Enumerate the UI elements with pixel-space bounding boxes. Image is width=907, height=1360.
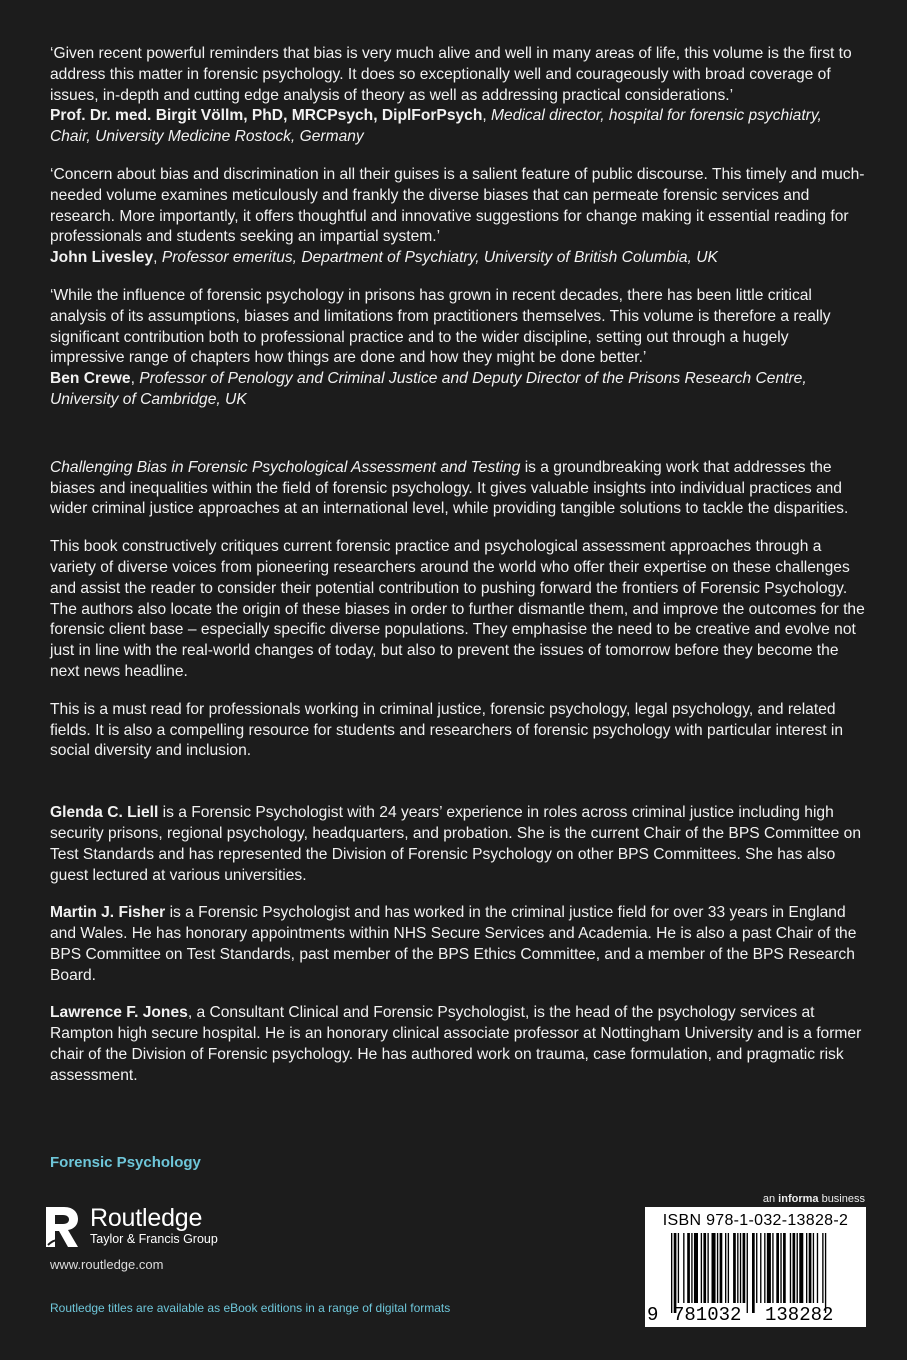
endorser-name: Ben Crewe bbox=[50, 370, 131, 388]
barcode-bar bbox=[756, 1233, 757, 1303]
barcode-digits-right: 138282 bbox=[765, 1304, 834, 1326]
barcode-bar bbox=[809, 1233, 812, 1303]
barcode-bar bbox=[733, 1233, 736, 1303]
isbn-label: ISBN 978-1-032-13828-2 bbox=[662, 1212, 849, 1229]
publisher-group: Taylor & Francis Group bbox=[90, 1232, 218, 1246]
subject-category: Forensic Psychology bbox=[50, 1154, 201, 1171]
endorsement-quote: ‘Concern about bias and discrimination in all their guises is a salient feature of public discourse. This timely and much-needed volume examines meticulously and frankly the diverse biases that can permeate forensic services and research. More importantly, it offers thoughtful and innovative suggestions for change making it essential reading for professionals and students seeking an impartial system.’ bbox=[50, 165, 865, 246]
barcode-bar bbox=[725, 1233, 726, 1303]
barcode-bar bbox=[817, 1233, 818, 1303]
barcode-bar bbox=[767, 1233, 771, 1303]
author-bio-liell: Glenda C. Liell is a Forensic Psychologist with 24 years’ experience in roles across criminal justice including high security prisons, regional psychology, headquarters, and probation. She is the current Chair of the BPS Committee on Test Standards and has represented the Division of Forensic Psychology on other BPS Committees. She has also guest lectured at various universities. bbox=[50, 804, 862, 884]
endorsement-quote: ‘While the influence of forensic psychology in prisons has grown in recent decades, there has been little critical analysis of its assumptions, biases and limitations from practitioners themselves. This volume is therefore a really significant contribution both to professional practice and to the wider discipline, setting out through a hugely impressive range of chapters how things are done and how they might be done better.’ bbox=[50, 286, 831, 367]
endorser-affiliation: Medical director, hospital for forensic psychiatry, Chair, University Medicine Rostock, Germany bbox=[50, 107, 822, 146]
barcode-bar bbox=[720, 1233, 723, 1303]
isbn-barcode bbox=[645, 1207, 866, 1327]
barcode-bar bbox=[760, 1233, 761, 1303]
barcode-bar bbox=[776, 1233, 779, 1303]
description-paragraph-3: This is a must read for professionals working in criminal justice, forensic psychology, legal psychology, and related fields. It is also a compelling resource for students and researchers of forensic psychology with particular interest in social diversity and inclusion. bbox=[50, 700, 844, 760]
barcode-bar bbox=[747, 1233, 748, 1313]
endorser-affiliation: Professor emeritus, Department of Psychiatry, University of British Columbia, UK bbox=[161, 249, 718, 267]
publisher-name: Routledge bbox=[90, 1204, 203, 1232]
endorser-name: Prof. Dr. med. Birgit Völlm, PhD, MRCPsych, DiplForPsych bbox=[50, 107, 483, 125]
barcode-bar bbox=[772, 1233, 773, 1303]
author-bio-fisher: Martin J. Fisher is a Forensic Psychologist and has worked in the criminal justice field for over 33 years in England and Wales. He has honorary appointments within NHS Secure Services and Academia. He is also a past Chair of the BPS Committee on Test Standards, past member of the BPS Ethics Committee, and a member of the BPS Research Board. bbox=[50, 904, 857, 984]
barcode-bar bbox=[780, 1233, 781, 1303]
barcode-bar bbox=[683, 1233, 684, 1303]
endorsement-quote: ‘Given recent powerful reminders that bias is very much alive and well in many areas of life, this volume is the first to address this matter in forensic psychology. It does so exceptionally well and courageously with broad coverage of issues, in-depth and cutting edge analysis of theory as well as addressing practical considerations.’ bbox=[50, 45, 852, 104]
barcode-bar bbox=[671, 1233, 672, 1313]
barcode-bar bbox=[707, 1233, 708, 1303]
endorsement-attribution: John Livesley, Professor emeritus, Department of Psychiatry, University of British Columbia, UK bbox=[50, 249, 718, 267]
publisher-website: www.routledge.com bbox=[50, 1257, 164, 1272]
author-name: Glenda C. Liell bbox=[50, 804, 159, 822]
barcode-bar bbox=[793, 1233, 796, 1303]
barcode-bar bbox=[678, 1233, 679, 1303]
barcode-digits-left: 781032 bbox=[673, 1304, 742, 1326]
endorsement-3 bbox=[50, 286, 865, 411]
endorsement-2 bbox=[50, 165, 865, 269]
barcode-bar bbox=[743, 1233, 746, 1303]
author-bio-jones: Lawrence F. Jones, a Consultant Clinical and Forensic Psychologist, is the head of the psychology services at Rampton high secure hospital. He is an honorary clinical associate professor at Nottingham University and is a former chair of the Division of Forensic psychology. He has authored work on trauma, case formulation, and pragmatic risk assessment. bbox=[50, 1004, 862, 1084]
endorser-affiliation: Professor of Penology and Criminal Justice and Deputy Director of the Prisons Research Centre, University of Cambridge, UK bbox=[50, 370, 807, 408]
barcode-bar bbox=[764, 1233, 765, 1303]
book-title: Challenging Bias in Forensic Psychological Assessment and Testing bbox=[50, 458, 521, 476]
barcode-bar bbox=[703, 1233, 706, 1303]
barcode-bar bbox=[822, 1233, 823, 1303]
barcode-bar bbox=[799, 1233, 803, 1303]
informa-business: an informa business bbox=[762, 1193, 865, 1205]
barcode-bar bbox=[712, 1233, 716, 1303]
endorsement-1 bbox=[50, 44, 865, 148]
barcode-bar bbox=[691, 1233, 692, 1303]
barcode-bar bbox=[728, 1233, 729, 1303]
barcode-bar bbox=[737, 1233, 738, 1303]
barcode-bar bbox=[752, 1233, 755, 1313]
barcode-bar bbox=[797, 1233, 798, 1303]
barcode-bar bbox=[701, 1233, 702, 1303]
barcode-bar bbox=[694, 1233, 698, 1303]
ebook-note: Routledge titles are available as eBook editions in a range of digital formats bbox=[50, 1301, 451, 1315]
author-name: Lawrence F. Jones bbox=[50, 1004, 188, 1022]
barcode-digit-first: 9 bbox=[647, 1304, 659, 1326]
barcode-bar bbox=[790, 1233, 791, 1303]
barcode-bar bbox=[687, 1233, 690, 1303]
endorsement-attribution: Prof. Dr. med. Birgit Völlm, PhD, MRCPsych, DiplForPsych, Medical director, hospital for forensic psychiatry, Chair, University Medicine Rostock, Germany bbox=[50, 107, 822, 146]
barcode-bar bbox=[813, 1233, 814, 1303]
barcode-bar bbox=[825, 1233, 826, 1313]
routledge-logo bbox=[42, 1205, 218, 1249]
routledge-r-icon bbox=[42, 1205, 82, 1249]
description-paragraph-2: This book constructively critiques current forensic practice and psychological assessment approaches through a variety of diverse voices from pioneering researchers around the world who offer their expertise on these challenges and assist the reader to consider their potential contribution to pushing forward the frontiers of Forensic Psychology. The authors also locate the origin of these biases in order to further dismantle them, and improve the outcomes for the forensic client base – especially specific diverse populations. They emphasise the need to be creative and evolve not just in line with the real-world changes of today, but also to prevent the issues of tomorrow before they become the next news headline. bbox=[50, 538, 865, 680]
endorser-name: John Livesley bbox=[50, 249, 154, 267]
barcode-bars bbox=[655, 1233, 856, 1313]
back-cover-text bbox=[50, 44, 865, 1104]
author-name: Martin J. Fisher bbox=[50, 904, 166, 922]
barcode-bar bbox=[717, 1233, 718, 1303]
barcode-bar bbox=[806, 1233, 807, 1303]
barcode-bar bbox=[674, 1233, 677, 1313]
barcode-bar bbox=[740, 1233, 741, 1303]
barcode-bar bbox=[783, 1233, 786, 1303]
description-paragraph-1: Challenging Bias in Forensic Psychological Assessment and Testing is a groundbreaking work that addresses the biases and inequalities within the field of forensic psychology. It gives valuable insights into individual practices and wider criminal justice approaches at an international level, while providing tangible solutions to tackle the disparities. bbox=[50, 458, 849, 518]
endorsement-attribution: Ben Crewe, Professor of Penology and Criminal Justice and Deputy Director of the Prisons Research Centre, University of Cambridge, UK bbox=[50, 370, 807, 408]
